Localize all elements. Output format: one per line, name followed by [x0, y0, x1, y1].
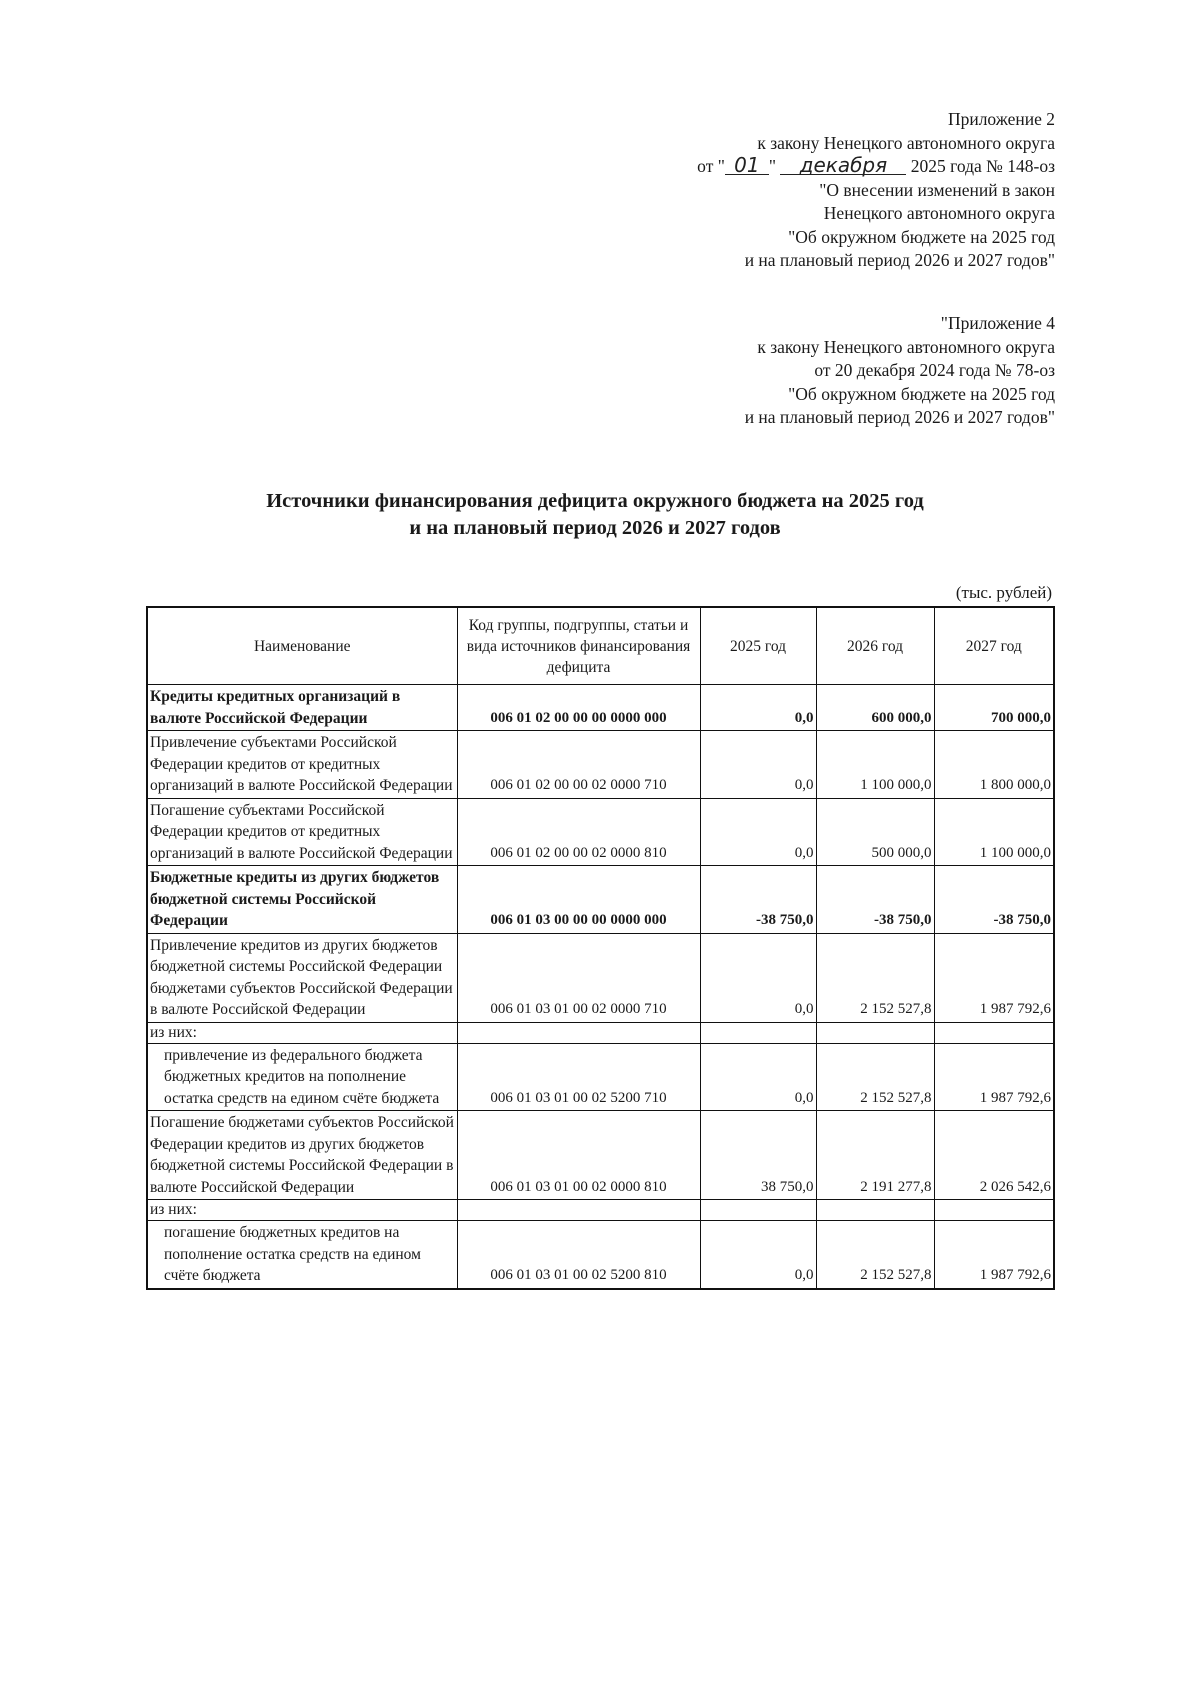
- table-row: [147, 1221, 1054, 1289]
- table-row: [147, 866, 1054, 934]
- header-2027: 2027 год: [934, 607, 1054, 685]
- row-2025: 0,0: [700, 933, 816, 1022]
- financing-sources-table: [146, 606, 1055, 1290]
- handwritten-day: 01: [725, 156, 769, 175]
- row-2026: 500 000,0: [816, 798, 934, 866]
- appendix-original-line4: "Об окружном бюджете на 2025 год: [788, 383, 1055, 404]
- date-prefix: от ": [697, 156, 725, 176]
- appendix-current-line4: "О внесении изменений в закон: [819, 179, 1055, 200]
- table-header-row: [147, 607, 1054, 685]
- appendix-current-line7: и на плановый период 2026 и 2027 годов": [744, 250, 1055, 270]
- row-2026: 2 152 527,8: [816, 1043, 934, 1111]
- appendix-current-line5: Ненецкого автономного округа: [823, 203, 1055, 223]
- header-2026: 2026 год: [816, 607, 934, 685]
- row-name: из них:: [147, 1022, 457, 1043]
- table-row: [147, 1043, 1054, 1111]
- row-2025: [700, 1022, 816, 1043]
- row-2027: 1 800 000,0: [934, 731, 1054, 799]
- row-2025: 0,0: [700, 1221, 816, 1289]
- row-2026: [816, 1200, 934, 1221]
- row-2025: 38 750,0: [700, 1111, 816, 1200]
- row-2027: 700 000,0: [934, 685, 1054, 731]
- appendix-original-line3: от 20 декабря 2024 года № 78-оз: [814, 360, 1055, 380]
- row-2027: 1 100 000,0: [934, 798, 1054, 866]
- row-name: Кредиты кредитных организаций в валюте Российской Федерации: [147, 685, 457, 731]
- handwritten-month: декабря: [780, 156, 906, 175]
- title-line2: и на плановый период 2026 и 2027 годов: [409, 517, 781, 539]
- table-row: [147, 1200, 1054, 1221]
- table-row: [147, 1111, 1054, 1200]
- row-code: 006 01 03 00 00 00 0000 000: [457, 866, 700, 934]
- row-2026: -38 750,0: [816, 866, 934, 934]
- appendix-current-line6: "Об окружном бюджете на 2025 год: [788, 226, 1055, 247]
- appendix-original-line5: и на плановый период 2026 и 2027 годов": [744, 407, 1055, 427]
- row-name: Привлечение кредитов из других бюджетов бюджетной системы Российской Федерации бюджетами субъектов Российской Федерации в валюте Российской Федерации: [147, 933, 457, 1022]
- row-code: 006 01 03 01 00 02 0000 710: [457, 933, 700, 1022]
- appendix-current-line2: к закону Ненецкого автономного округа: [757, 132, 1055, 153]
- row-2027: [934, 1200, 1054, 1221]
- appendix-original-line1: "Приложение 4: [940, 313, 1055, 333]
- row-2026: 1 100 000,0: [816, 731, 934, 799]
- row-2027: 1 987 792,6: [934, 1221, 1054, 1289]
- table-row: [147, 685, 1054, 731]
- row-2026: 600 000,0: [816, 685, 934, 731]
- appendix-current-date-line: [495, 155, 1055, 179]
- row-code: 006 01 02 00 00 02 0000 810: [457, 798, 700, 866]
- units-label: (тыс. рублей): [955, 583, 1052, 602]
- table-row: [147, 731, 1054, 799]
- document-title: [140, 488, 1050, 542]
- row-code: [457, 1022, 700, 1043]
- header-name: Наименование: [147, 607, 457, 685]
- date-suffix: 2025 года № 148-оз: [910, 156, 1055, 176]
- row-2027: 1 987 792,6: [934, 933, 1054, 1022]
- appendix-current-line1: Приложение 2: [947, 109, 1055, 129]
- header-code: Код группы, подгруппы, статьи и вида источников финансирования дефицита: [457, 607, 700, 685]
- row-2026: 2 152 527,8: [816, 1221, 934, 1289]
- appendix-current-block: [495, 108, 1055, 273]
- row-name: Привлечение субъектами Российской Федерации кредитов от кредитных организаций в валюте Российской Федерации: [147, 731, 457, 799]
- row-code: [457, 1200, 700, 1221]
- row-name: Погашение бюджетами субъектов Российской Федерации кредитов из других бюджетов бюджетной системы Российской Федерации в валюте Российской Федерации: [147, 1111, 457, 1200]
- row-code: 006 01 03 01 00 02 5200 710: [457, 1043, 700, 1111]
- appendix-original-block: [495, 312, 1055, 430]
- row-2026: [816, 1022, 934, 1043]
- row-2027: -38 750,0: [934, 866, 1054, 934]
- row-name: погашение бюджетных кредитов на пополнение остатка средств на едином счёте бюджета: [147, 1221, 457, 1289]
- row-2027: [934, 1022, 1054, 1043]
- row-2025: -38 750,0: [700, 866, 816, 934]
- table-row: [147, 798, 1054, 866]
- row-2025: 0,0: [700, 685, 816, 731]
- row-2026: 2 152 527,8: [816, 933, 934, 1022]
- row-name: Бюджетные кредиты из других бюджетов бюджетной системы Российской Федерации: [147, 866, 457, 934]
- row-code: 006 01 02 00 00 02 0000 710: [457, 731, 700, 799]
- row-name: Погашение субъектами Российской Федерации кредитов от кредитных организаций в валюте Российской Федерации: [147, 798, 457, 866]
- row-code: 006 01 03 01 00 02 5200 810: [457, 1221, 700, 1289]
- header-2025: 2025 год: [700, 607, 816, 685]
- row-2025: 0,0: [700, 798, 816, 866]
- appendix-original-line2: к закону Ненецкого автономного округа: [757, 336, 1055, 357]
- row-2025: 0,0: [700, 731, 816, 799]
- row-name: из них:: [147, 1200, 457, 1221]
- row-code: 006 01 02 00 00 00 0000 000: [457, 685, 700, 731]
- row-2027: 1 987 792,6: [934, 1043, 1054, 1111]
- title-line1: Источники финансирования дефицита окружного бюджета на 2025 год: [266, 490, 924, 512]
- row-2025: 0,0: [700, 1043, 816, 1111]
- row-2025: [700, 1200, 816, 1221]
- table-row: [147, 1022, 1054, 1043]
- row-2027: 2 026 542,6: [934, 1111, 1054, 1200]
- row-2026: 2 191 277,8: [816, 1111, 934, 1200]
- row-name: привлечение из федерального бюджета бюджетных кредитов на пополнение остатка средств на едином счёте бюджета: [147, 1043, 457, 1111]
- table-row: [147, 933, 1054, 1022]
- date-quote: ": [768, 156, 777, 176]
- row-code: 006 01 03 01 00 02 0000 810: [457, 1111, 700, 1200]
